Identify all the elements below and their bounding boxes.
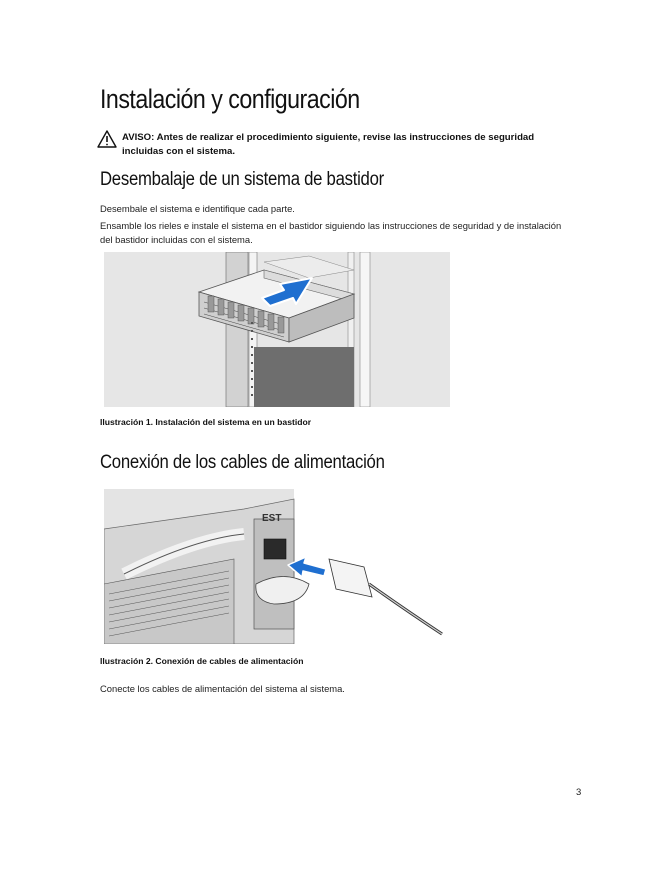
warning-triangle-icon: [97, 130, 117, 148]
section-heading-unpacking: Desembalaje de un sistema de bastidor: [100, 169, 384, 190]
power-cable-figure: [104, 489, 444, 644]
warning-text: AVISO: Antes de realizar el procedimiento siguiente, revise las instrucciones de seguridad incluidas con el sistema.: [122, 132, 535, 157]
paragraph-rack-install: Ensamble los rieles e instale el sistema en el bastidor siguiendo las instrucciones de seguridad y de instalación del bastidor incluidas con el sistema.: [100, 220, 562, 245]
page-title: Instalación y configuración: [100, 84, 360, 114]
paragraph-unpack: Desembale el sistema e identifique cada parte.: [100, 203, 295, 214]
section-heading-power-cables: Conexión de los cables de alimentación: [100, 452, 385, 473]
figure-2-caption: Ilustración 2. Conexión de cables de alimentación: [100, 656, 304, 666]
psu-label-est: EST: [262, 513, 282, 524]
rack-installation-figure: [104, 252, 450, 407]
figure-1-caption: Ilustración 1. Instalación del sistema en un bastidor: [100, 417, 312, 427]
page-number: 3: [576, 787, 582, 798]
paragraph-connect-cables: Conecte los cables de alimentación del sistema al sistema.: [100, 683, 345, 694]
